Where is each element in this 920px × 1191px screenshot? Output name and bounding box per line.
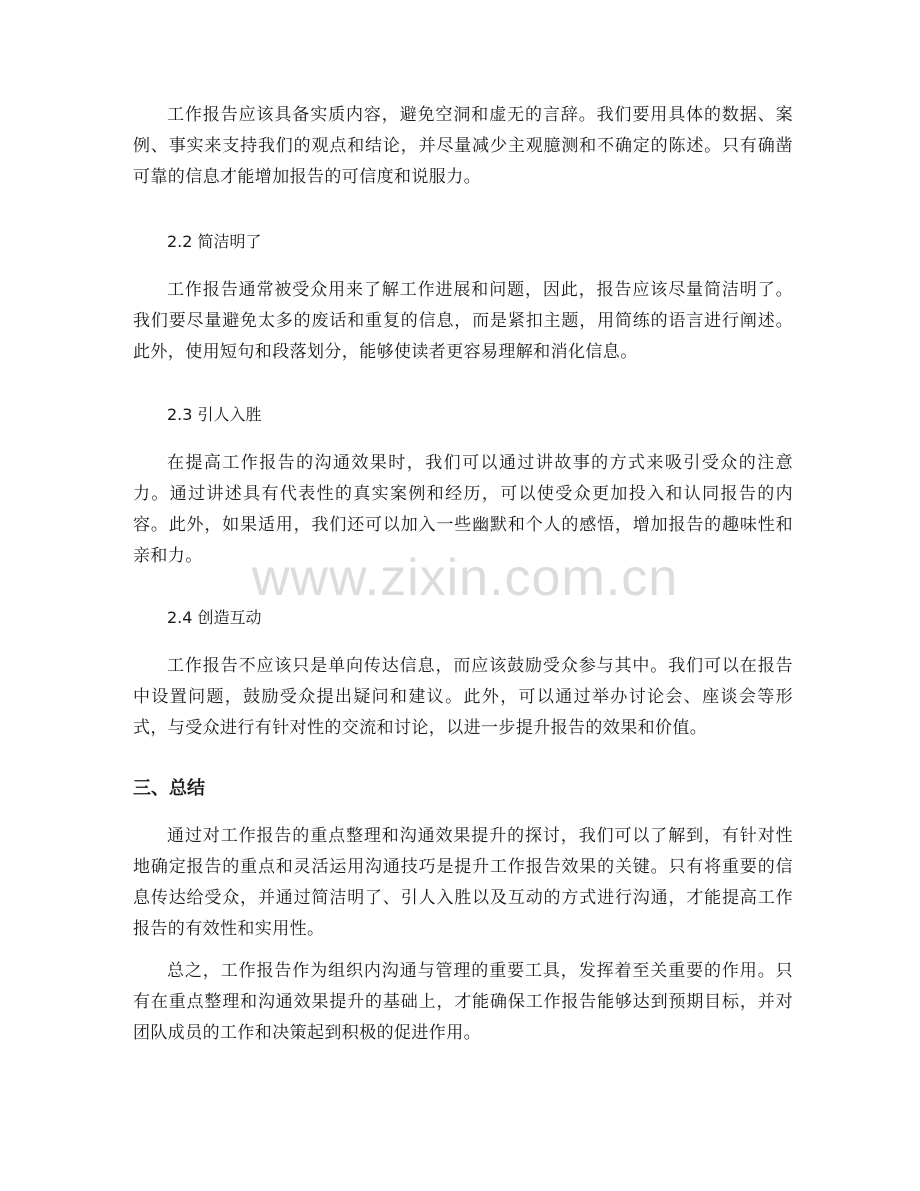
paragraph-interaction: 工作报告不应该只是单向传达信息，而应该鼓励受众参与其中。我们可以在报告中设置问题，鼓励受众提出疑问和建议。此外，可以通过举办讨论会、座谈会等形式，与受众进行有针对性的交流和讨论，以进一步提升报告的效果和价值。 bbox=[133, 656, 793, 738]
paragraph-engaging: 在提高工作报告的沟通效果时，我们可以通过讲故事的方式来吸引受众的注意力。通过讲述具有代表性的真实案例和经历，可以使受众更加投入和认同报告的内容。此外，如果适用，我们还可以加入一些幽默和个人的感悟，增加报告的趣味性和亲和力。 bbox=[133, 453, 793, 566]
paragraph-summary: 通过对工作报告的重点整理和沟通效果提升的探讨，我们可以了解到，有针对性地确定报告的重点和灵活运用沟通技巧是提升工作报告效果的关键。只有将重要的信息传达给受众，并通过简洁明了、引人入胜以及互动的方式进行沟通，才能提高工作报告的有效性和实用性。 bbox=[133, 826, 793, 939]
watermark: www.zixin.com.cn bbox=[251, 549, 679, 607]
section-heading-2-4: 2.4 创造互动 bbox=[167, 608, 262, 627]
section-heading-2-2: 2.2 简洁明了 bbox=[167, 232, 262, 251]
paragraph-conclusion: 总之，工作报告作为组织内沟通与管理的重要工具，发挥着至关重要的作用。只有在重点整理和沟通效果提升的基础上，才能确保工作报告能够达到预期目标，并对团队成员的工作和决策起到积极的促进作用。 bbox=[133, 961, 793, 1043]
section-heading-2-3: 2.3 引人入胜 bbox=[167, 405, 262, 424]
section-heading-summary: 三、总结 bbox=[133, 778, 205, 799]
paragraph-concise: 工作报告通常被受众用来了解工作进展和问题，因此，报告应该尽量简洁明了。我们要尽量避免太多的废话和重复的信息，而是紧扣主题，用简练的语言进行阐述。此外，使用短句和段落划分，能够使读者更容易理解和消化信息。 bbox=[133, 280, 793, 362]
paragraph-substance: 工作报告应该具备实质内容，避免空洞和虚无的言辞。我们要用具体的数据、案例、事实来支持我们的观点和结论，并尽量减少主观臆测和不确定的陈述。只有确凿可靠的信息才能增加报告的可信度和说服力。 bbox=[133, 105, 793, 187]
